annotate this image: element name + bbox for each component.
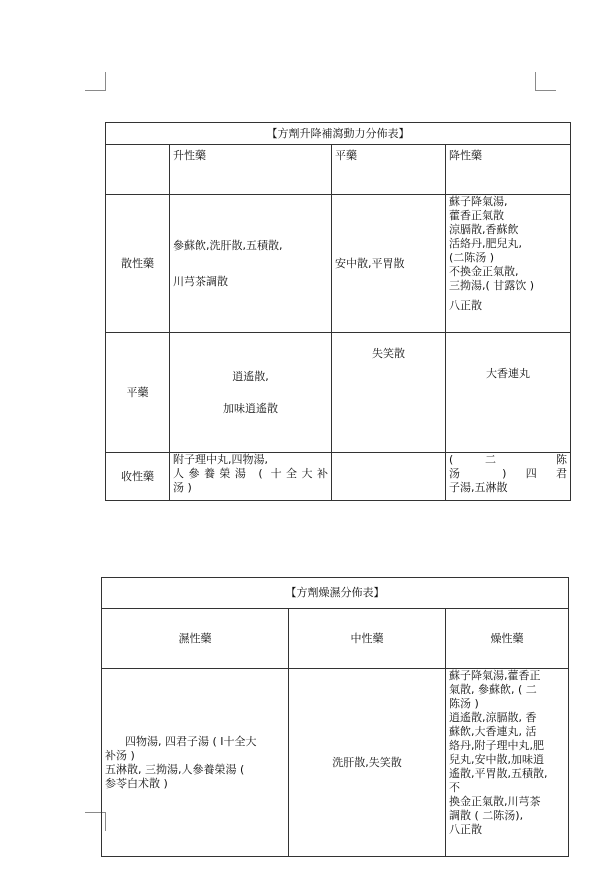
table-prescription-movement: [105, 122, 571, 501]
cell-spacer: [173, 384, 328, 402]
cell-line: 补汤 ): [105, 748, 135, 762]
row-label: 平藥: [106, 333, 170, 453]
cell-line: 洗肝散,失笑散: [332, 755, 402, 769]
cell-line: 陈汤 ): [449, 697, 479, 710]
header-rising: 升性藥: [170, 145, 332, 195]
header-wet: 濕性藥: [102, 609, 289, 669]
cell-line: 遙散,平胃散,五積散,: [449, 767, 548, 780]
table-title-row: [106, 123, 571, 145]
cell-dry: [446, 669, 569, 857]
cell-falling: [446, 333, 571, 453]
table-row: [106, 333, 571, 453]
cell-line: 逍遙散,: [232, 369, 269, 383]
cell-wet: [102, 669, 289, 857]
table-header-row: [102, 609, 569, 669]
cell-line: 絡丹,附子理中丸,肥: [449, 739, 544, 752]
table-title-row: [102, 578, 569, 609]
cell-line: 八正散: [449, 299, 482, 312]
cell-line: 四物湯, 四君子湯 ( I十全大: [125, 734, 257, 748]
cell-neutral: [332, 453, 446, 501]
cell-line: 不: [449, 781, 460, 794]
cell-line: 参苓白术散 ): [105, 776, 168, 790]
table-row: [106, 453, 571, 501]
cell-neutral: [332, 333, 446, 453]
cell-neutral: [289, 669, 446, 857]
cell-neutral: [332, 195, 446, 333]
cell-line: 大香連丸: [486, 367, 530, 380]
cell-line: 安中散,平胃散: [335, 256, 405, 270]
cell-line: (二陈汤 ): [449, 251, 495, 264]
cell-line: 藿香正氣散: [449, 209, 504, 222]
cell-line: 不換金正氣散,: [449, 265, 519, 278]
cell-line: 活絡丹,肥兒丸,: [449, 237, 522, 250]
header-neutral: 中性藥: [289, 609, 446, 669]
cell-line: 涼膈散,香蘇飲: [449, 223, 519, 236]
table-title: 【方劑燥濕分佈表】: [102, 578, 569, 609]
header-falling: 降性藥: [446, 145, 571, 195]
cell-line: 蘇飲,大香連丸, 活: [449, 725, 537, 738]
cell-rising: [170, 453, 332, 501]
row-label: 散性藥: [106, 195, 170, 333]
cell-line: ( 二 陈: [449, 453, 567, 466]
crop-mark-top-right: [535, 72, 556, 91]
header-neutral: 平藥: [332, 145, 446, 195]
cell-line: 氣散, 參蘇飲, ( 二: [449, 683, 537, 696]
table-row: [102, 669, 569, 857]
cell-falling: [446, 195, 571, 333]
table-row: [106, 195, 571, 333]
cell-line: 參蘇飲,洗肝散,五積散,: [173, 238, 283, 252]
cell-line: 五淋散, 三拗湯,人參養榮湯 (: [105, 762, 245, 776]
table-dry-wet-distribution: [101, 577, 569, 857]
cell-line: 加味逍遙散: [223, 401, 278, 415]
cell-line: 人參養榮湯 ( 十全大补: [173, 467, 328, 480]
cell-line: 子湯,五淋散: [449, 481, 508, 494]
cell-rising: [170, 195, 332, 333]
cell-line: 附子理中丸,四物湯,: [173, 453, 268, 466]
cell-line: 蘇子降氣湯,: [449, 195, 508, 208]
table-title: 【方劑升降補瀉動力分佈表】: [106, 123, 571, 145]
cell-spacer: [173, 253, 328, 275]
cell-line: 兒丸,安中散,加味逍: [449, 753, 544, 766]
cell-line: 失笑散: [372, 347, 405, 360]
cell-line: 調散 ( 二陈汤),: [449, 809, 524, 822]
cell-line: 換金正氣散,川芎茶: [449, 795, 541, 808]
cell-line: 三拗湯,( 甘露饮 ): [449, 279, 535, 292]
cell-falling: [446, 453, 571, 501]
header-dry: 燥性藥: [446, 609, 569, 669]
table-header-row: [106, 145, 571, 195]
cell-line: 汤 )四君: [449, 467, 567, 480]
cell-line: 蘇子降氣湯,藿香正: [449, 669, 541, 682]
cell-line: 川芎茶調散: [173, 274, 228, 288]
crop-mark-top-left: [85, 72, 106, 91]
cell-line: 逍遙散,涼膈散, 香: [449, 711, 537, 724]
row-label: 收性藥: [106, 453, 170, 501]
cell-rising: [170, 333, 332, 453]
cell-line: 八正散: [449, 823, 482, 836]
cell-line: 汤 ): [173, 481, 192, 494]
header-empty: [106, 145, 170, 195]
